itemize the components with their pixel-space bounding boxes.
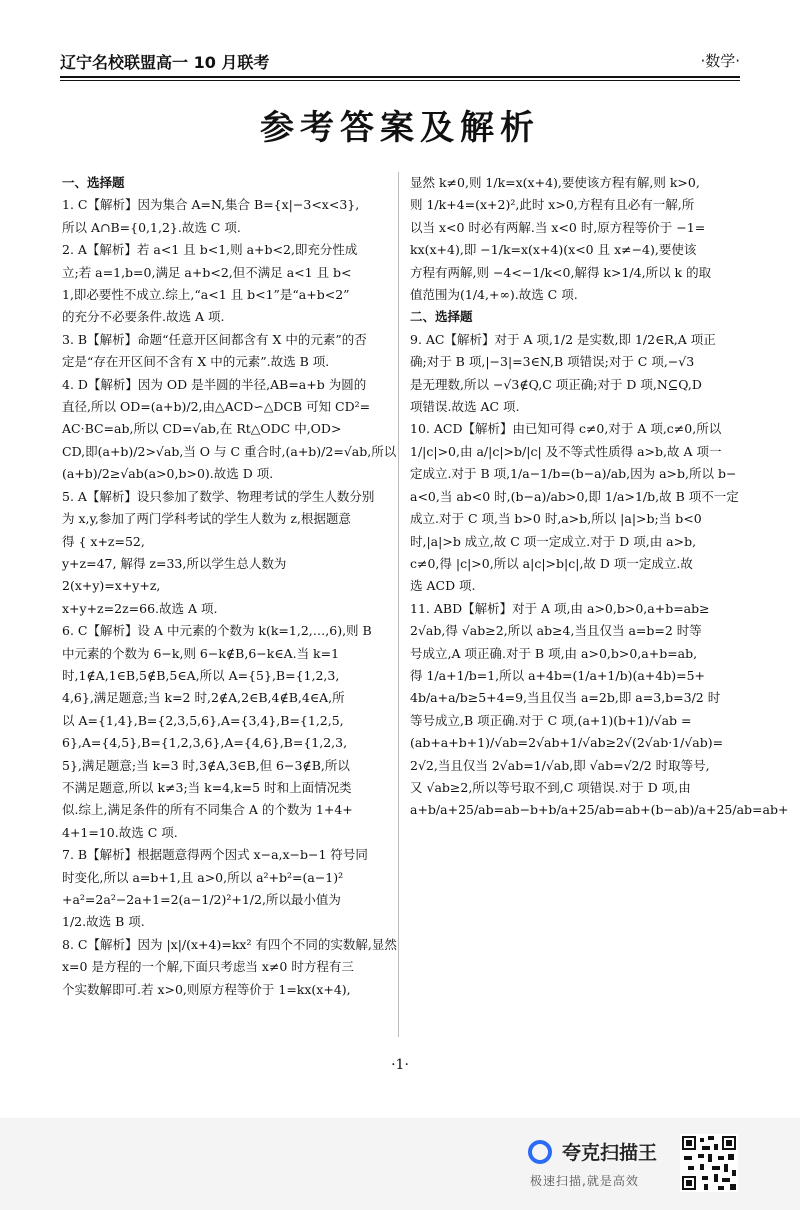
section-heading: 二、选择题 — [410, 309, 473, 325]
section-heading: 一、选择题 — [62, 175, 125, 190]
left-column — [62, 172, 397, 1001]
text-line: 为 x,y,参加了两门学科考试的学生人数为 z,根据题意 — [62, 511, 351, 527]
text-line: 选 ACD 项. — [410, 578, 476, 594]
text-line: 定是“存在开区间不含有 X 中的元素”.故选 B 项. — [62, 354, 330, 370]
page-title: 参考答案及解析 — [260, 108, 540, 148]
quark-logo-icon — [528, 1140, 552, 1164]
text-line: +a²=2a²−2a+1=2(a−1/2)²+1/2,所以最小值为 — [62, 892, 341, 907]
text-line: a+b/a+25/ab=ab−b+b/a+25/ab=ab+(b−ab)/a+25/ab=ab+ — [410, 802, 789, 818]
text-line: 成立.对于 C 项,当 b>0 时,a>b,所以 |a|>b;当 b<0 — [410, 511, 702, 527]
text-line: 个实数解即可.若 x>0,则原方程等价于 1=kx(x+4), — [62, 981, 351, 997]
qr-code-icon — [680, 1134, 738, 1192]
text-line: 则 1/k+4=(x+2)²,此时 x>0,方程有且必有一解,所 — [410, 197, 695, 213]
scanner-slogan: 极速扫描,就是高效 — [530, 1174, 639, 1188]
text-line: 定成立.对于 B 项,1/a−1/b=(b−a)/ab,因为 a>b,所以 b− — [410, 466, 737, 482]
text-line: AC·BC=ab,所以 CD=√ab,在 Rt△ODC 中,OD> — [62, 421, 342, 437]
right-column — [410, 172, 789, 822]
text-line: 6. C【解析】设 A 中元素的个数为 k(k=1,2,…,6),则 B — [62, 623, 372, 639]
scanner-name: 夸克扫描王 — [562, 1142, 658, 1164]
subject-label: ·数学· — [700, 52, 740, 70]
text-line: y+z=47, 解得 z=33,所以学生总人数为 — [62, 555, 287, 571]
text-line: 项错误.故选 AC 项. — [410, 399, 520, 415]
text-line: 以 A={1,4},B={2,3,5,6},A={3,4},B={1,2,5, — [62, 712, 344, 728]
text-line: 不满足题意,所以 k≠3;当 k=4,k=5 时和上面情况类 — [62, 779, 352, 795]
text-line: 2√2,当且仅当 2√ab=1/√ab,即 √ab=√2/2 时取等号, — [410, 757, 710, 773]
scanner-watermark — [528, 1134, 678, 1194]
text-line: 中元素的个数为 6−k,则 6−k∉B,6−k∈A.当 k=1 — [62, 645, 340, 661]
text-line: 3. B【解析】命题“任意开区间都含有 X 中的元素”的否 — [62, 331, 367, 347]
text-line: 又 √ab≥2,所以等号取不到,C 项错误.对于 D 项,由 — [410, 779, 691, 795]
text-line: 2√ab,得 √ab≥2,所以 ab≥4,当且仅当 a=b=2 时等 — [410, 623, 702, 639]
page-header — [60, 46, 740, 76]
text-line: 11. ABD【解析】对于 A 项,由 a>0,b>0,a+b=ab≥ — [410, 600, 710, 616]
text-line: 4. D【解析】因为 OD 是半圆的半径,AB=a+b 为圆的 — [62, 376, 367, 392]
text-line: 值范围为(1/4,+∞).故选 C 项. — [410, 287, 578, 303]
text-line: 4,6},满足题意;当 k=2 时,2∉A,2∈B,4∉B,4∈A,所 — [62, 690, 345, 706]
column-divider — [398, 172, 399, 1037]
text-line: 1/2.故选 B 项. — [62, 914, 145, 930]
text-line: 10. ACD【解析】由已知可得 c≠0,对于 A 项,c≠0,所以 — [410, 421, 722, 437]
text-line: 时,|a|>b 成立,故 C 项一定成立.对于 D 项,由 a>b, — [410, 533, 697, 549]
text-line: 2(x+y)=x+y+z, — [62, 578, 161, 594]
text-line: 时,1∉A,1∈B,5∉B,5∈A,所以 A={5},B={1,2,3, — [62, 667, 340, 683]
text-line: CD,即(a+b)/2>√ab,当 O 与 C 重合时,(a+b)/2=√ab,所以 — [62, 443, 397, 459]
text-line: (ab+a+b+1)/√ab=2√ab+1/√ab≥2√(2√ab·1/√ab)= — [410, 735, 724, 751]
text-line: 号成立,A 项正确.对于 B 项,由 a>0,b>0,a+b=ab, — [410, 645, 698, 661]
text-line: 所以 A∩B={0,1,2}.故选 C 项. — [62, 219, 241, 235]
text-line: a<0,当 ab<0 时,(b−a)/ab>0,即 1/a>1/b,故 B 项不一定 — [410, 488, 739, 504]
text-line: 似.综上,满足条件的所有不同集合 A 的个数为 1+4+ — [62, 802, 353, 818]
header-rule — [60, 76, 740, 78]
text-line: 确;对于 B 项,|−3|=3∈N,B 项错误;对于 C 项,−√3 — [410, 354, 695, 370]
text-line: 7. B【解析】根据题意得两个因式 x−a,x−b−1 符号同 — [62, 847, 368, 863]
text-line: 显然 k≠0,则 1/k=x(x+4),要使该方程有解,则 k>0, — [410, 175, 700, 190]
text-line: 9. AC【解析】对于 A 项,1/2 是实数,即 1/2∈R,A 项正 — [410, 331, 716, 347]
text-line: 方程有两解,则 −4<−1/k<0,解得 k>1/4,所以 k 的取 — [410, 264, 712, 280]
text-line: (a+b)/2≥√ab(a>0,b>0).故选 D 项. — [62, 466, 274, 482]
text-line: 得 { x+z=52, — [62, 533, 145, 549]
text-line: 等号成立,B 项正确.对于 C 项,(a+1)(b+1)/√ab = — [410, 712, 692, 728]
exam-title: 辽宁名校联盟高一 10 月联考 — [60, 53, 270, 72]
text-line: 以当 x<0 时必有两解.当 x<0 时,原方程等价于 −1= — [410, 219, 706, 235]
text-line: 5},满足题意;当 k=3 时,3∉A,3∈B,但 6−3∉B,所以 — [62, 757, 350, 773]
text-line: 直径,所以 OD=(a+b)/2,由△ACD∽△DCB 可知 CD²= — [62, 399, 371, 415]
text-line: 4b/a+a/b≥5+4=9,当且仅当 a=2b,即 a=3,b=3/2 时 — [410, 690, 721, 706]
text-line: c≠0,得 |c|>0,所以 a|c|>b|c|,故 D 项一定成立.故 — [410, 555, 693, 571]
text-line: 6},A={4,5},B={1,2,3,6},A={4,6},B={1,2,3, — [62, 735, 348, 751]
text-line: 时变化,所以 a=b+1,且 a>0,所以 a²+b²=(a−1)² — [62, 869, 344, 885]
text-line: kx(x+4),即 −1/k=x(x+4)(x<0 且 x≠−4),要使该 — [410, 242, 697, 258]
text-line: 8. C【解析】因为 |x|/(x+4)=kx² 有四个不同的实数解,显然 — [62, 936, 397, 952]
text-line: x=0 是方程的一个解,下面只考虑当 x≠0 时方程有三 — [62, 959, 354, 975]
text-line: 1,即必要性不成立.综上,“a<1 且 b<1”是“a+b<2” — [62, 287, 350, 303]
text-line: 2. A【解析】若 a<1 且 b<1,则 a+b<2,即充分性成 — [62, 242, 358, 258]
page-number: ·1· — [391, 1057, 409, 1073]
text-line: 1. C【解析】因为集合 A=N,集合 B={x|−3<x<3}, — [62, 197, 360, 213]
text-line: 的充分不必要条件.故选 A 项. — [62, 309, 225, 325]
text-line: 是无理数,所以 −√3∉Q,C 项正确;对于 D 项,N⊆Q,D — [410, 376, 702, 392]
text-line: x+y+z=2z=66.故选 A 项. — [62, 600, 218, 616]
text-line: 4+1=10.故选 C 项. — [62, 824, 178, 840]
text-line: 5. A【解析】设只参加了数学、物理考试的学生人数分别 — [62, 488, 375, 504]
text-line: 1/|c|>0,由 a/|c|>b/|c| 及不等式性质得 a>b,故 A 项一 — [410, 443, 722, 459]
text-line: 得 1/a+1/b=1,所以 a+4b=(1/a+1/b)(a+4b)=5+ — [410, 667, 706, 683]
header-rule-thin — [60, 80, 740, 81]
text-line: 立;若 a=1,b=0,满足 a+b<2,但不满足 a<1 且 b< — [62, 264, 352, 280]
